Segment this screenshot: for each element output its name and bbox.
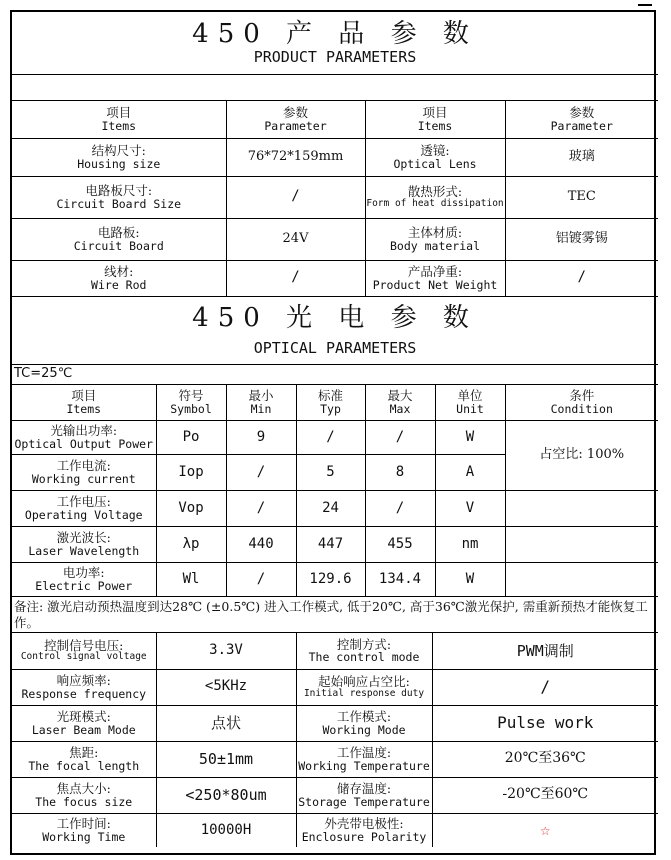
initial-duty-zh: 起始响应占空比: [318,673,410,689]
electric-power-typ: 129.6 [296,563,365,597]
product-title-zh: 450 产 品 参 数 [192,19,478,50]
control-row [12,669,658,705]
output-power-min: 9 [226,421,296,455]
header-item-zh: 项目 [106,104,132,120]
working-current-symbol: Iop [156,455,226,491]
header-param-en: Parameter [264,118,327,133]
working-mode-en: Working Mode [322,722,406,737]
output-power-symbol: Po [156,421,226,455]
control-mode-value: PWM调制 [432,633,658,669]
focal-length-en: The focal length [28,758,140,773]
condition-empty [505,491,658,527]
operating-voltage-zh: 工作电压: [56,494,111,510]
header-param-zh-2: 参数 [569,104,595,120]
laser-wavelength-zh: 激光波长: [56,530,111,546]
board-size-en: Circuit Board Size [56,196,182,211]
control-row [12,633,658,669]
heat-dissipation-zh: 散热形式: [407,183,463,199]
focal-length-zh: 焦距: [69,744,99,760]
enclosure-polarity-en: Enclosure Polarity [301,829,427,844]
opt-header-symbol-zh: 符号 [178,388,204,404]
control-row [12,813,658,847]
warmup-note: 备注: 激光启动预热温度到达28℃ (±0.5℃) 进入工作模式, 低于20℃, 高于36℃激光保护, 需重新预热才能恢复工作。 [12,597,658,633]
electric-power-min: / [226,563,296,597]
body-material-en: Body material [389,238,480,253]
output-power-unit: W [435,421,505,455]
opt-header-unit-zh: 单位 [457,388,483,404]
response-frequency-zh: 响应频率: [56,672,111,688]
initial-duty-en: Initial response duty [303,687,425,699]
net-weight-zh: 产品净重: [407,263,463,279]
working-time-en: Working Time [42,829,126,844]
board-size-zh: 电路板尺寸: [85,182,153,198]
opt-header-min-zh: 最小 [248,388,274,404]
working-time-value: 10000H [156,813,296,847]
working-temperature-zh: 工作温度: [336,744,392,760]
control-table [12,633,658,847]
optical-lens-en: Optical Lens [393,156,477,171]
housing-size-en: Housing size [77,156,161,171]
product-row [12,176,658,218]
laser-wavelength-max: 455 [365,527,435,563]
wire-rod-zh: 线材: [104,263,134,279]
control-row [12,777,658,813]
header-param-en-2: Parameter [550,118,613,133]
product-row [12,138,658,176]
product-row [12,218,658,260]
net-weight-value: / [505,260,658,296]
housing-size-zh: 结构尺寸: [91,142,146,158]
product-title-cell [12,12,658,74]
operating-voltage-typ: 24 [296,491,365,527]
operating-voltage-min: / [226,491,296,527]
electric-power-unit: W [435,563,505,597]
storage-temperature-en: Storage Temperature [298,794,430,809]
product-table [12,12,658,297]
optical-lens-zh: 透镜: [420,142,450,158]
laser-wavelength-en: Laser Wavelength [28,544,140,559]
opt-header-item-en: Items [66,402,102,417]
working-current-zh: 工作电流: [56,458,111,474]
control-mode-zh: 控制方式: [336,636,392,652]
product-header-row [12,100,658,138]
header-item-en-2: Items [417,118,453,133]
electric-power-symbol: Wl [156,563,226,597]
control-voltage-zh: 控制信号电压: [44,637,124,653]
wire-rod-en: Wire Rod [91,277,147,292]
opt-header-item-zh: 项目 [71,388,97,404]
operating-voltage-max: / [365,491,435,527]
operating-voltage-symbol: Vop [156,491,226,527]
focus-size-zh: 焦点大小: [56,780,111,796]
control-row [12,705,658,741]
working-current-unit: A [435,455,505,491]
circuit-board-en: Circuit Board [73,238,164,253]
spacer-row [12,74,658,100]
working-temperature-value: 20℃至36℃ [432,741,658,777]
output-power-en: Optical Output Power [14,437,153,452]
opt-header-symbol-en: Symbol [170,402,212,417]
optical-title-en: OPTICAL PARAMETERS [253,339,417,358]
wire-rod-value: / [226,260,365,296]
laser-wavelength-symbol: λp [156,527,226,563]
opt-header-typ-en: Typ [320,402,341,417]
header-item-zh-2: 项目 [422,104,448,120]
electric-power-max: 134.4 [365,563,435,597]
condition-empty [505,527,658,563]
working-current-typ: 5 [296,455,365,491]
focus-size-value: <250*80um [156,777,296,813]
working-current-min: / [226,455,296,491]
condition-value: 占空比: 100% [505,421,658,491]
response-frequency-en: Response frequency [21,686,147,701]
output-power-max: / [365,421,435,455]
optical-row [12,421,658,455]
enclosure-polarity-mark: ☆ [539,824,551,839]
beam-mode-en: Laser Beam Mode [31,722,136,737]
optical-title-zh: 450 光 电 参 数 [192,302,478,333]
opt-header-cond-zh: 条件 [569,388,595,404]
net-weight-en: Product Net Weight [372,277,498,292]
enclosure-polarity-zh: 外壳带电极性: [324,816,404,832]
optical-row [12,563,658,597]
board-size-value: / [226,176,365,218]
product-row [12,260,658,296]
control-mode-en: The control mode [308,650,420,665]
operating-voltage-unit: V [435,491,505,527]
storage-temperature-value: -20℃至60℃ [432,777,658,813]
opt-header-max-en: Max [389,402,411,417]
storage-temperature-zh: 储存温度: [336,780,392,796]
control-voltage-en: Control signal voltage [20,651,147,663]
output-power-zh: 光输出功率: [50,423,118,439]
circuit-board-value: 24V [226,218,365,260]
opt-header-unit-en: Unit [456,402,484,417]
beam-mode-zh: 光斑模式: [56,708,111,724]
response-frequency-value: <5KHz [156,669,296,705]
working-current-en: Working current [31,472,136,487]
optical-lens-value: 玻璃 [505,138,658,176]
optical-title-cell [12,297,658,365]
laser-wavelength-min: 440 [226,527,296,563]
optical-header-row [12,385,658,421]
opt-header-min-en: Min [250,402,272,417]
initial-duty-value: / [432,669,658,705]
circuit-board-zh: 电路板: [97,224,140,240]
working-mode-value: Pulse work [432,705,658,741]
focal-length-value: 50±1mm [156,741,296,777]
control-voltage-value: 3.3V [156,633,296,669]
corner-mark [638,4,652,6]
electric-power-zh: 电功率: [62,565,105,581]
spec-sheet [10,10,656,855]
working-temperature-en: Working Temperature [298,758,430,773]
optical-row [12,527,658,563]
body-material-value: 铝镀雾锡 [505,218,658,260]
electric-power-en: Electric Power [35,579,133,594]
header-param-zh: 参数 [282,104,308,120]
laser-wavelength-unit: nm [435,527,505,563]
body-material-zh: 主体材质: [407,224,463,240]
working-mode-zh: 工作模式: [336,708,392,724]
laser-wavelength-typ: 447 [296,527,365,563]
enclosure-polarity-cell [432,813,658,847]
heat-dissipation-en: Form of heat dissipation [366,197,504,209]
opt-header-max-zh: 最大 [387,388,413,404]
opt-header-typ-zh: 标准 [317,388,343,404]
output-power-typ: / [296,421,365,455]
working-current-max: 8 [365,455,435,491]
optical-row [12,491,658,527]
heat-dissipation-value: TEC [505,176,658,218]
focus-size-en: The focus size [35,794,133,809]
operating-voltage-en: Operating Voltage [24,508,143,523]
header-item-en: Items [101,118,137,133]
condition-empty [505,563,658,597]
beam-mode-value: 点状 [156,705,296,741]
control-row [12,741,658,777]
housing-size-value: 76*72*159mm [226,138,365,176]
optical-table [12,297,658,634]
opt-header-cond-en: Condition [550,402,613,417]
tc-label: TC=25℃ [12,365,658,385]
working-time-zh: 工作时间: [56,816,111,832]
product-title-en: PRODUCT PARAMETERS [253,47,417,66]
